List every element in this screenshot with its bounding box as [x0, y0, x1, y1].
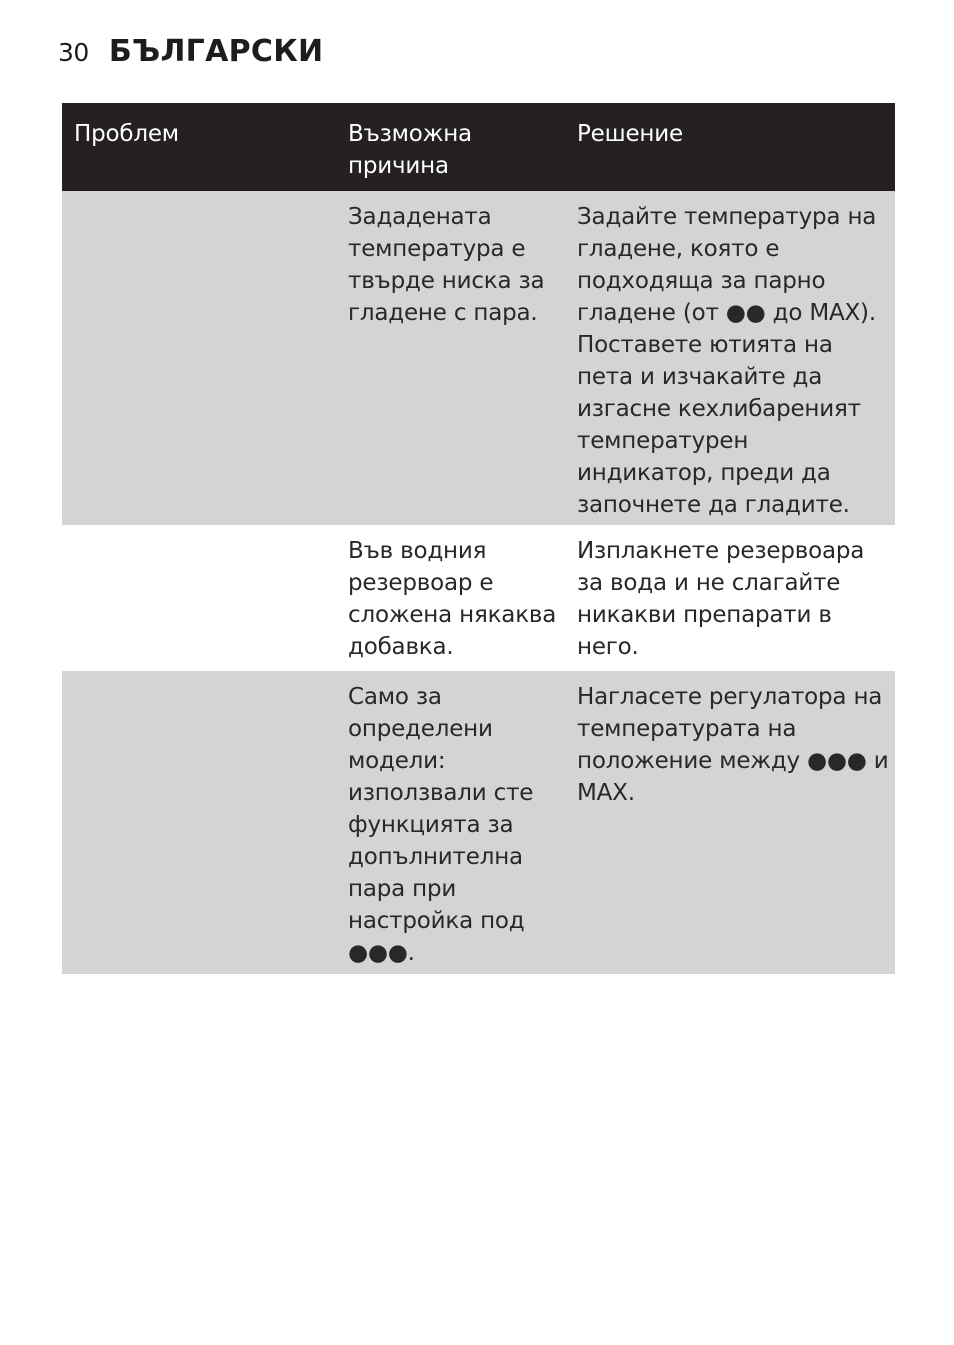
- column-header-cause: Възможна причина: [348, 121, 472, 179]
- table-row: [62, 191, 895, 525]
- solution-cell: Задайте температура на гладене, която е подходяща за парно гладене (от ●● до MAX). Поставете ютията на пета и изчакайте да изгасне кехлибареният температурен индикатор, преди да започнете да гладите.: [577, 204, 877, 518]
- cause-cell: Във водния резервоар е сложена някаква добавка.: [348, 538, 557, 660]
- column-header-problem: Проблем: [74, 121, 179, 147]
- cause-cell: Само за определени модели: използвали сте функцията за допълнителна пара при настройка под ●●●.: [348, 684, 534, 966]
- problem-cell: [62, 525, 337, 671]
- troubleshooting-table: [62, 103, 895, 974]
- problem-cell: [62, 671, 337, 974]
- page-title: БЪЛГАРСКИ: [108, 34, 324, 69]
- solution-cell: Нагласете регулатора на температурата на положение между ●●● и MAX.: [577, 684, 889, 806]
- table-row: [62, 671, 895, 974]
- table-header-row: [62, 103, 895, 191]
- solution-cell: Изплакнете резервоара за вода и не слагайте никакви препарати в него.: [577, 538, 865, 660]
- page-number: 30: [58, 38, 89, 67]
- page-header: [58, 34, 323, 74]
- problem-cell: [62, 191, 337, 525]
- table-row: [62, 525, 895, 671]
- column-header-solution: Решение: [577, 121, 683, 147]
- cause-cell: Зададената температура е твърде ниска за гладене с пара.: [348, 204, 545, 326]
